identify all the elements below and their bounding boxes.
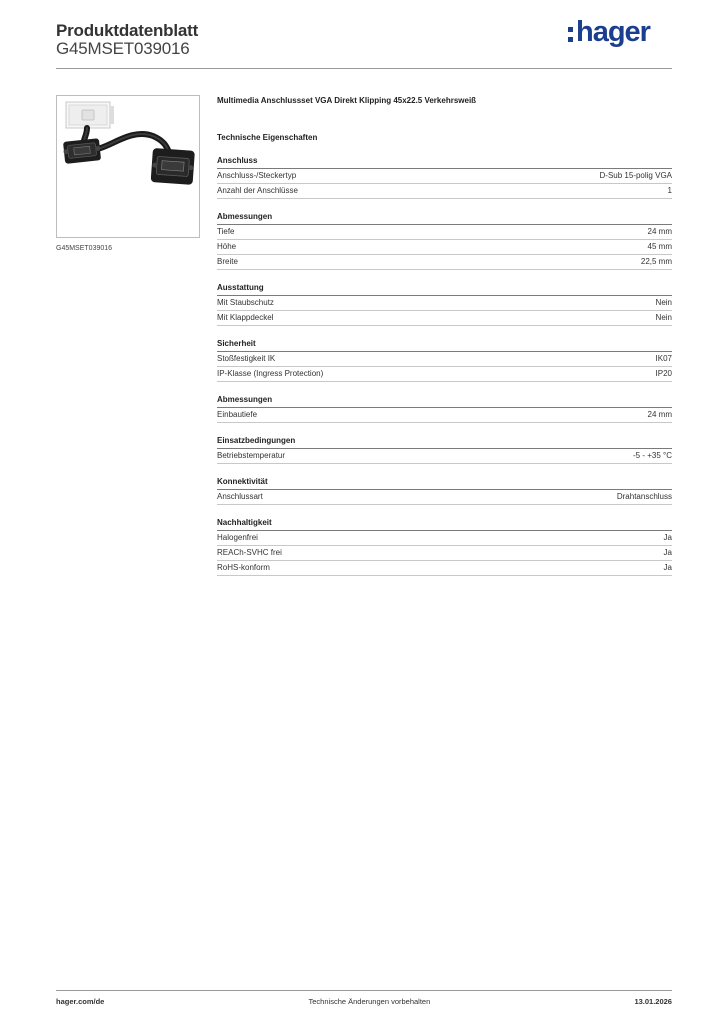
spec-label: IP-Klasse (Ingress Protection) [217,369,324,378]
spec-section [217,476,672,505]
spec-value: Drahtanschluss [616,492,672,501]
spec-value: Ja [663,533,672,542]
spec-label: Anschlussart [217,492,263,501]
spec-label: Mit Staubschutz [217,298,274,307]
section-title: Abmessungen [217,211,672,225]
spec-row [217,352,672,367]
spec-section [217,517,672,576]
section-title: Sicherheit [217,338,672,352]
product-code: G45MSET039016 [56,39,190,58]
section-title: Konnektivität [217,476,672,490]
spec-row [217,408,672,423]
spec-label: Anzahl der Anschlüsse [217,186,298,195]
spec-value: IK07 [655,354,672,363]
footer-notice: Technische Änderungen vorbehalten [308,997,431,1006]
hager-logo [568,16,650,48]
image-caption: G45MSET039016 [56,245,113,252]
spec-row [217,490,672,505]
spec-label: Höhe [217,242,237,251]
spec-label: Einbautiefe [217,410,258,419]
page-title: Produktdatenblatt [56,21,199,40]
spec-value: Ja [663,548,672,557]
product-name: Multimedia Anschlussset VGA Direkt Klipping 45x22.5 Verkehrsweiß [217,96,477,105]
spec-section [217,394,672,423]
spec-value: 45 mm [647,242,672,251]
spec-label: REACh-SVHC frei [217,548,282,557]
footer-website: hager.com/de [56,997,105,1006]
section-title: Anschluss [217,155,672,169]
spec-label: Stoßfestigkeit IK [217,354,276,363]
spec-row [217,367,672,382]
product-image [56,95,200,238]
logo-dots-icon [568,27,573,42]
footer-date: 13.01.2026 [634,997,672,1006]
spec-label: Betriebstemperatur [217,451,286,460]
section-title: Einsatzbedingungen [217,435,672,449]
spec-label: Anschluss-/Steckertyp [217,171,297,180]
spec-value: 24 mm [647,227,672,236]
spec-row [217,296,672,311]
spec-value: D-Sub 15-polig VGA [599,171,672,180]
spec-label: RoHS-konform [217,563,270,572]
spec-label: Halogenfrei [217,533,258,542]
spec-section [217,435,672,464]
spec-row [217,561,672,576]
section-title: Abmessungen [217,394,672,408]
spec-section [217,338,672,382]
section-title: Ausstattung [217,282,672,296]
vga-cable-product-photo [57,96,199,237]
spec-value: Ja [663,563,672,572]
spec-row [217,225,672,240]
logo-text: hager [576,16,650,48]
spec-sections [217,155,672,576]
spec-row [217,240,672,255]
spec-row [217,546,672,561]
spec-value: IP20 [655,369,672,378]
spec-section [217,211,672,270]
spec-value: Nein [655,313,672,322]
product-details [217,94,672,576]
spec-value: 24 mm [647,410,672,419]
spec-row [217,531,672,546]
section-title: Nachhaltigkeit [217,517,672,531]
spec-label: Tiefe [217,227,235,236]
spec-row [217,449,672,464]
spec-value: 22,5 mm [640,257,672,266]
spec-section [217,282,672,326]
page-footer [56,997,672,1006]
spec-row [217,255,672,270]
footer-divider [56,990,672,991]
spec-value: -5 - +35 °C [633,451,672,460]
spec-row [217,169,672,184]
spec-row [217,311,672,326]
spec-label: Breite [217,257,238,266]
header-divider [56,68,672,69]
spec-row [217,184,672,199]
technical-properties-heading: Technische Eigenschaften [217,133,318,142]
spec-label: Mit Klappdeckel [217,313,274,322]
spec-section [217,155,672,199]
spec-value: Nein [655,298,672,307]
spec-value: 1 [667,186,672,195]
